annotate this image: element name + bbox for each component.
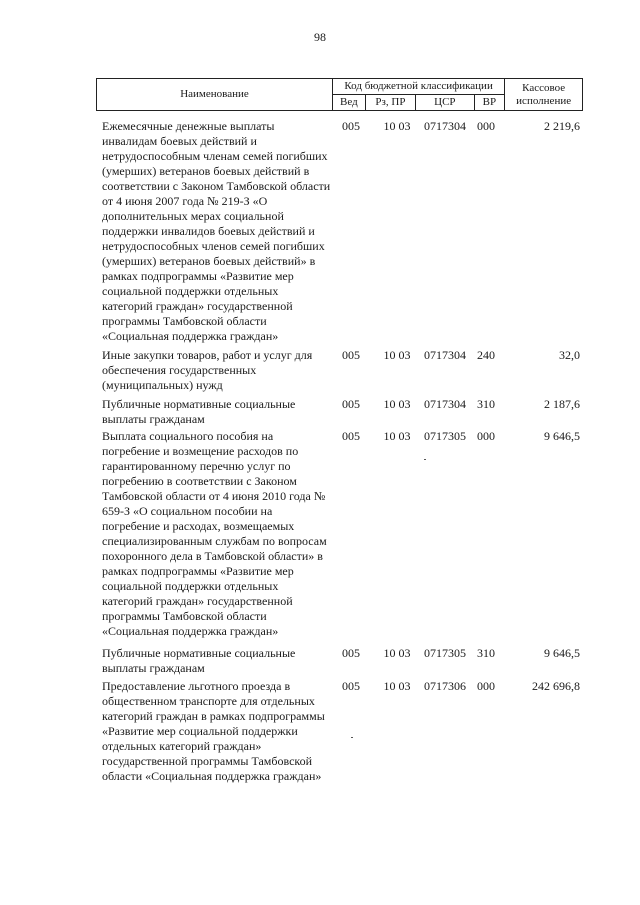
row-csr: 0717304 (424, 119, 466, 133)
row-name: Ежемесячные денежные выплаты инвалидам боевых действий и нетрудоспособным членам семей погибших (умерших) ветеранов боевых действий в соответствии с Законом Тамбовской области от 4 июня 2007 года № 219-З «О дополнительных мерах социальной поддержки инвалидов боевых действий и нетрудоспособных членов семей погибших (умерших) ветеранов боевых действий» в рамках подпрограммы «Развитие мер социальной поддержки отдельных категорий граждан» государственной программы Тамбовской области «Социальная поддержка граждан» (102, 119, 331, 343)
row-vr: 000 (477, 119, 495, 133)
row-vr: 000 (477, 429, 495, 443)
page-number: 98 (314, 30, 326, 44)
row-csr: 0717304 (424, 348, 466, 362)
row-rz-pr: 10 03 (383, 429, 411, 443)
header-execution: Кассовое исполнение (505, 79, 583, 111)
header-csr: ЦСР (416, 95, 474, 111)
row-sum: 9 646,5 (544, 646, 580, 660)
scan-speck (351, 737, 353, 738)
row-ved: 005 (342, 397, 360, 411)
row-name: Иные закупки товаров, работ и услуг для обеспечения государственных (муниципальных) нужд (102, 348, 313, 392)
row-ved: 005 (342, 119, 360, 133)
row-name: Предоставление льготного проезда в общественном транспорте для отдельных категорий граждан в рамках подпрограммы «Развитие мер социальной поддержки отдельных категорий граждан» государственной программы Тамбовской области «Социальная поддержка граждан» (102, 679, 325, 783)
row-csr: 0717305 (424, 646, 466, 660)
row-name: Публичные нормативные социальные выплаты гражданам (102, 646, 296, 675)
row-csr: 0717304 (424, 397, 466, 411)
row-rz-pr: 10 03 (383, 348, 411, 362)
row-rz-pr: 10 03 (383, 646, 411, 660)
row-sum: 2 219,6 (544, 119, 580, 133)
header-vr: ВР (474, 95, 505, 111)
header-ved: Вед (332, 95, 365, 111)
row-csr: 0717305 (424, 429, 466, 443)
table-header (96, 78, 583, 111)
row-ved: 005 (342, 348, 360, 362)
row-sum: 32,0 (559, 348, 580, 362)
row-ved: 005 (342, 646, 360, 660)
scan-speck (424, 459, 426, 460)
row-vr: 310 (477, 646, 495, 660)
row-sum: 9 646,5 (544, 429, 580, 443)
row-rz-pr: 10 03 (383, 119, 411, 133)
row-name: Публичные нормативные социальные выплаты гражданам (102, 397, 296, 426)
row-vr: 000 (477, 679, 495, 693)
row-name: Выплата социального пособия на погребение и возмещение расходов по гарантированному перечню услуг по погребению в соответствии с Законом Тамбовской области от 4 июня 2010 года № 659-З «О социальном пособии на погребение и расходах, возмещаемых специализированным службам по вопросам похоронного дела в Тамбовской области» в рамках подпрограммы «Развитие мер социальной поддержки отдельных категорий граждан» государственной программы Тамбовской области «Социальная поддержка граждан» (102, 429, 327, 638)
header-rz-pr: Рз, ПР (365, 95, 415, 111)
row-ved: 005 (342, 679, 360, 693)
row-ved: 005 (342, 429, 360, 443)
row-vr: 310 (477, 397, 495, 411)
row-sum: 242 696,8 (532, 679, 580, 693)
header-code-group: Код бюджетной классификации (332, 79, 504, 95)
row-csr: 0717306 (424, 679, 466, 693)
header-name: Наименование (97, 79, 333, 111)
row-vr: 240 (477, 348, 495, 362)
row-rz-pr: 10 03 (383, 679, 411, 693)
row-rz-pr: 10 03 (383, 397, 411, 411)
row-sum: 2 187,6 (544, 397, 580, 411)
